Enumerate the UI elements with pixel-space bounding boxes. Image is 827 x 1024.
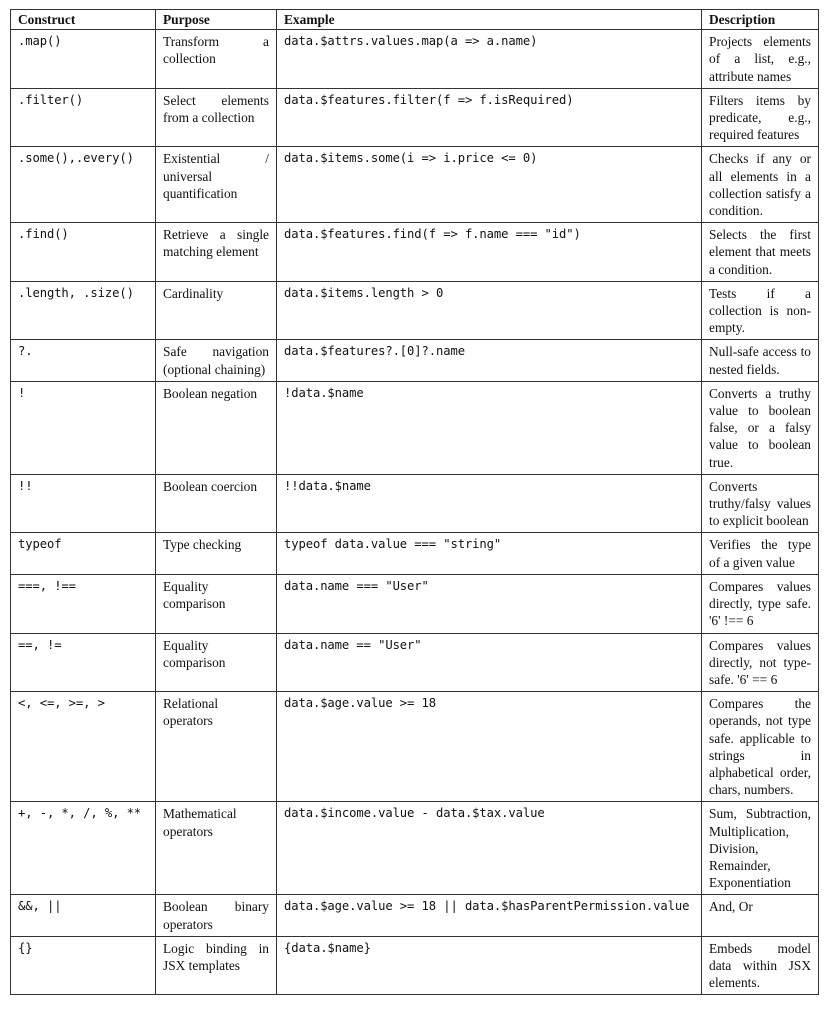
purpose-cell: Existential / universal quantification xyxy=(156,147,277,223)
construct-cell: typeof xyxy=(11,533,156,574)
purpose-cell: Transform a collection xyxy=(156,30,277,89)
construct-cell: &&, || xyxy=(11,895,156,936)
description-cell: Null-safe access to nested fields. xyxy=(702,340,819,381)
table-row xyxy=(11,223,819,282)
table-row xyxy=(11,474,819,533)
table-row xyxy=(11,533,819,574)
purpose-cell: Select elements from a collection xyxy=(156,88,277,147)
table-row xyxy=(11,633,819,692)
construct-cell: !! xyxy=(11,474,156,533)
table-row xyxy=(11,281,819,340)
construct-cell: .find() xyxy=(11,223,156,282)
purpose-cell: Retrieve a single matching element xyxy=(156,223,277,282)
example-cell: data.$features.filter(f => f.isRequired) xyxy=(277,88,702,147)
description-cell: Projects elements of a list, e.g., attribute names xyxy=(702,30,819,89)
construct-cell: ==, != xyxy=(11,633,156,692)
construct-cell: .map() xyxy=(11,30,156,89)
construct-cell: .filter() xyxy=(11,88,156,147)
table-row xyxy=(11,574,819,633)
description-cell: Compares values directly, not type-safe. '6' == 6 xyxy=(702,633,819,692)
header-description: Description xyxy=(702,10,819,30)
purpose-cell: Mathematical operators xyxy=(156,802,277,895)
example-cell: data.name == "User" xyxy=(277,633,702,692)
example-cell: typeof data.value === "string" xyxy=(277,533,702,574)
purpose-cell: Boolean negation xyxy=(156,381,277,474)
constructs-table xyxy=(10,9,819,995)
description-cell: Selects the first element that meets a condition. xyxy=(702,223,819,282)
example-cell: data.$age.value >= 18 xyxy=(277,692,702,802)
table-row xyxy=(11,340,819,381)
example-cell: {data.$name} xyxy=(277,936,702,995)
table-row xyxy=(11,88,819,147)
header-row xyxy=(11,10,819,30)
header-construct: Construct xyxy=(11,10,156,30)
description-cell: Filters items by predicate, e.g., required features xyxy=(702,88,819,147)
construct-cell: ===, !== xyxy=(11,574,156,633)
construct-cell: +, -, *, /, %, ** xyxy=(11,802,156,895)
header-purpose: Purpose xyxy=(156,10,277,30)
table-row xyxy=(11,381,819,474)
construct-cell: .some(),.every() xyxy=(11,147,156,223)
construct-cell: .length, .size() xyxy=(11,281,156,340)
example-cell: !!data.$name xyxy=(277,474,702,533)
table-row xyxy=(11,895,819,936)
table-row xyxy=(11,30,819,89)
table-row xyxy=(11,936,819,995)
example-cell: data.$items.length > 0 xyxy=(277,281,702,340)
construct-cell: ?. xyxy=(11,340,156,381)
description-cell: Sum, Subtraction, Multiplication, Division, Remainder, Exponentiation xyxy=(702,802,819,895)
table-row xyxy=(11,147,819,223)
example-cell: data.$income.value - data.$tax.value xyxy=(277,802,702,895)
description-cell: Converts a truthy value to boolean false, or a falsy value to boolean true. xyxy=(702,381,819,474)
example-cell: data.$items.some(i => i.price <= 0) xyxy=(277,147,702,223)
description-cell: Verifies the type of a given value xyxy=(702,533,819,574)
construct-cell: ! xyxy=(11,381,156,474)
example-cell: data.$age.value >= 18 || data.$hasParentPermission.value xyxy=(277,895,702,936)
example-cell: data.$features?.[0]?.name xyxy=(277,340,702,381)
description-cell: Converts truthy/falsy values to explicit boolean xyxy=(702,474,819,533)
example-cell: data.$attrs.values.map(a => a.name) xyxy=(277,30,702,89)
description-cell: Tests if a collection is non-empty. xyxy=(702,281,819,340)
example-cell: data.$features.find(f => f.name === "id") xyxy=(277,223,702,282)
purpose-cell: Logic binding in JSX templates xyxy=(156,936,277,995)
description-cell: Checks if any or all elements in a collection satisfy a condition. xyxy=(702,147,819,223)
purpose-cell: Boolean coercion xyxy=(156,474,277,533)
table-body xyxy=(11,30,819,995)
purpose-cell: Safe navigation (optional chaining) xyxy=(156,340,277,381)
purpose-cell: Type checking xyxy=(156,533,277,574)
purpose-cell: Equality comparison xyxy=(156,574,277,633)
header-example: Example xyxy=(277,10,702,30)
description-cell: And, Or xyxy=(702,895,819,936)
description-cell: Embeds model data within JSX elements. xyxy=(702,936,819,995)
purpose-cell: Relational operators xyxy=(156,692,277,802)
construct-cell: {} xyxy=(11,936,156,995)
description-cell: Compares the operands, not type safe. applicable to strings in alphabetical order, chars, numbers. xyxy=(702,692,819,802)
purpose-cell: Cardinality xyxy=(156,281,277,340)
construct-cell: <, <=, >=, > xyxy=(11,692,156,802)
purpose-cell: Equality comparison xyxy=(156,633,277,692)
example-cell: !data.$name xyxy=(277,381,702,474)
table-row xyxy=(11,802,819,895)
table-row xyxy=(11,692,819,802)
purpose-cell: Boolean binary operators xyxy=(156,895,277,936)
description-cell: Compares values directly, type safe. '6' !== 6 xyxy=(702,574,819,633)
example-cell: data.name === "User" xyxy=(277,574,702,633)
